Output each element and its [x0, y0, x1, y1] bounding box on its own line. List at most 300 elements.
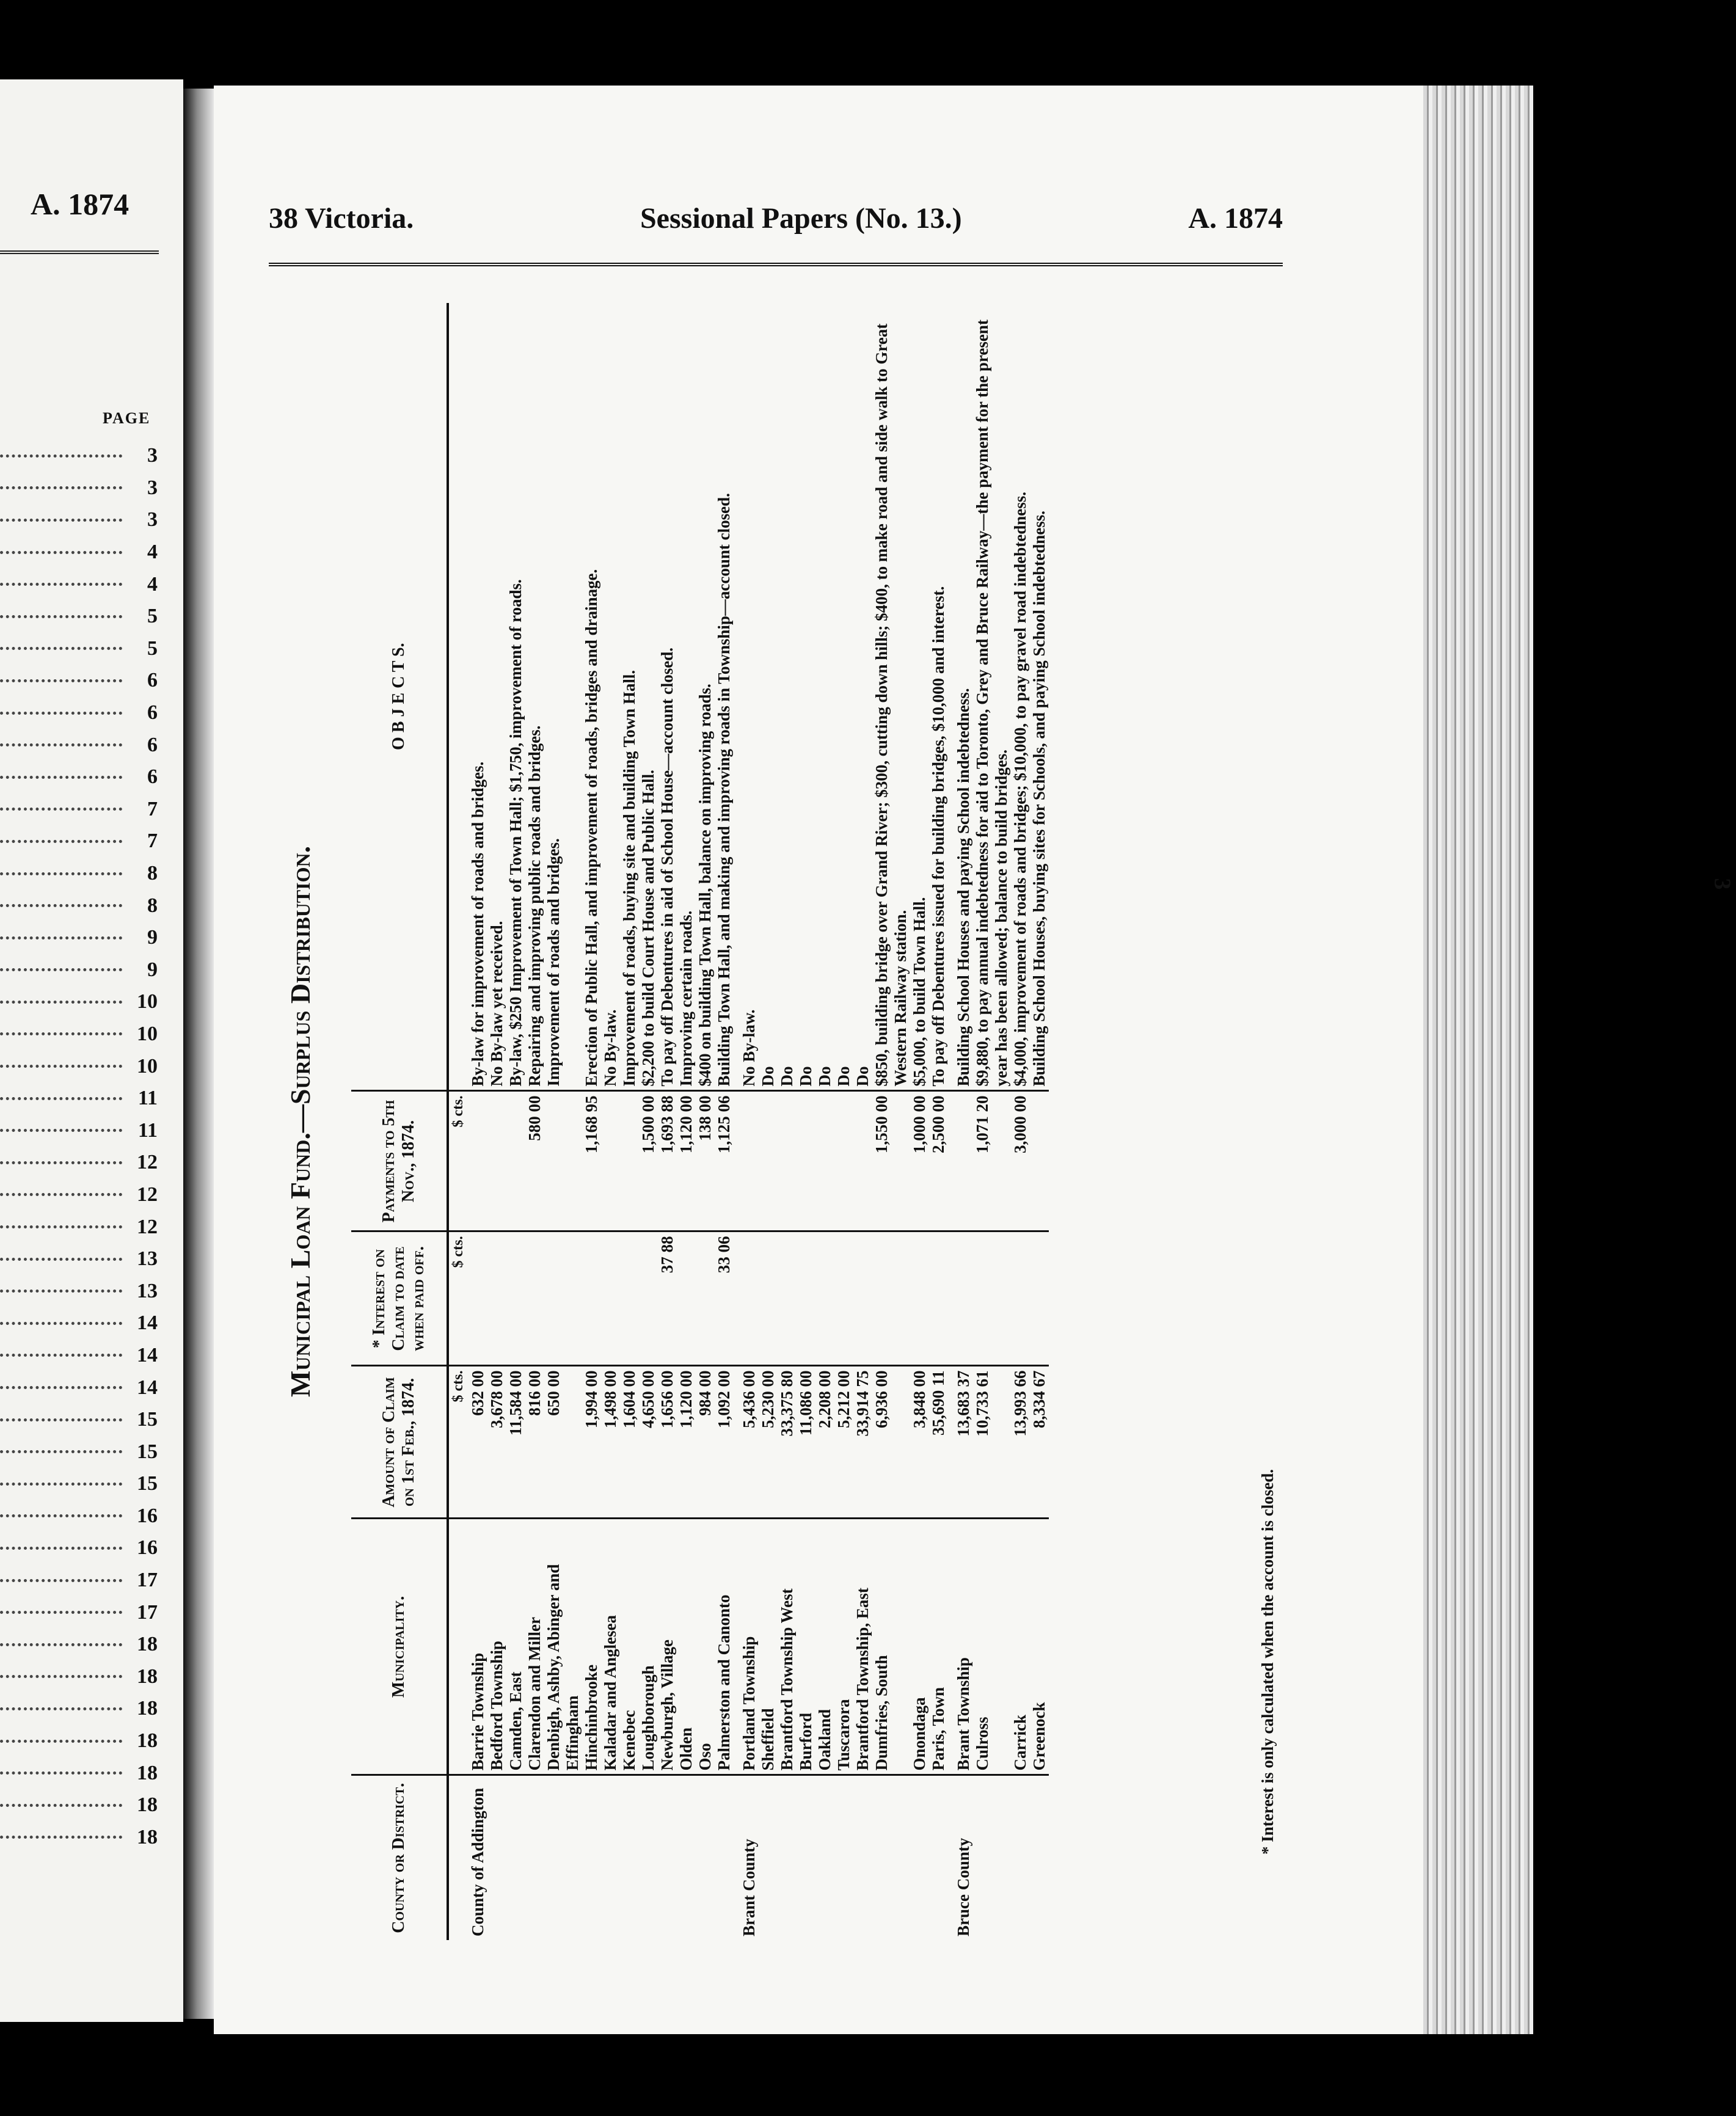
- county-cell: [544, 1775, 582, 1940]
- index-row: [0, 954, 158, 987]
- leader-dots: [0, 486, 122, 489]
- index-page-number: 8: [147, 894, 158, 917]
- municipality-cell: Barrie Township: [469, 1519, 487, 1775]
- separator-cell: [948, 1775, 954, 1940]
- amount-cell: 1,994 00: [582, 1366, 601, 1519]
- county-cell: [1011, 1775, 1030, 1940]
- index-page-number: 10: [137, 990, 158, 1013]
- amount-cell: 5,230 00: [759, 1366, 778, 1519]
- amount-cell: 1,656 00: [658, 1366, 677, 1519]
- payments-cell: 1,693 88: [658, 1091, 677, 1231]
- header-right: A. 1874: [1188, 202, 1283, 235]
- payments-cell: [778, 1091, 797, 1231]
- leader-dots: [0, 679, 122, 682]
- county-cell: [620, 1775, 639, 1940]
- amount-cell: 11,086 00: [797, 1366, 815, 1519]
- separator-cell: [734, 1091, 740, 1231]
- table-row: [469, 303, 487, 1940]
- amount-cell: 13,683 37: [954, 1366, 973, 1519]
- leader-dots: [0, 1193, 122, 1196]
- county-cell: [910, 1775, 929, 1940]
- county-cell: [872, 1775, 910, 1940]
- table-row: [797, 303, 815, 1940]
- index-row: [0, 472, 158, 505]
- leader-dots: [0, 1450, 122, 1453]
- leader-dots: [0, 808, 122, 811]
- municipality-cell: Newburgh, Village: [658, 1519, 677, 1775]
- municipality-cell: Loughborough: [639, 1519, 658, 1775]
- amount-cell: 2,208 00: [815, 1366, 834, 1519]
- interest-cell: [834, 1231, 853, 1366]
- objects-cell: Improvement of roads and bridges.: [544, 303, 582, 1091]
- separator-cell: [734, 1519, 740, 1775]
- payments-cell: 580 00: [525, 1091, 544, 1231]
- index-page-number: 9: [147, 926, 158, 949]
- index-row: [0, 1307, 158, 1340]
- municipality-cell: Greenock: [1030, 1519, 1049, 1775]
- index-row: [0, 440, 158, 472]
- rotated-table-block: [278, 303, 1292, 1940]
- table-row: [778, 303, 797, 1940]
- index-page-number: 18: [137, 1825, 158, 1848]
- index-page-number: 18: [137, 1665, 158, 1688]
- table-row: [815, 303, 834, 1940]
- index-page-number: 7: [147, 830, 158, 853]
- county-cell: [525, 1775, 544, 1940]
- header-rule: [269, 263, 1283, 266]
- leader-dots: [0, 743, 122, 746]
- index-page-number: 6: [147, 765, 158, 789]
- leader-dots: [0, 1097, 122, 1100]
- col-payments: Payments to 5th Nov., 1874.: [351, 1091, 448, 1231]
- interest-cell: [544, 1231, 582, 1366]
- payments-cell: 138 00: [696, 1091, 715, 1231]
- payments-cell: 1,071 20: [973, 1091, 1011, 1231]
- index-row: [0, 1211, 158, 1243]
- index-row: [0, 1404, 158, 1436]
- separator-cell: [734, 1775, 740, 1940]
- objects-cell: Building Town Hall, and making and improving roads in Township—account closed.: [715, 303, 734, 1091]
- separator-cell: [734, 1366, 740, 1519]
- county-cell: [639, 1775, 658, 1940]
- index-page-number: 18: [137, 1761, 158, 1784]
- amount-cell: 33,375 80: [778, 1366, 797, 1519]
- table-row: [954, 303, 973, 1940]
- group-separator: [734, 303, 740, 1940]
- index-page-number: 3: [147, 508, 158, 531]
- leader-dots: [0, 1836, 122, 1839]
- leader-dots: [0, 1258, 122, 1261]
- index-page-number: 4: [147, 541, 158, 564]
- interest-cell: 37 88: [658, 1231, 677, 1366]
- leader-dots: [0, 1225, 122, 1228]
- county-cell: [834, 1775, 853, 1940]
- amount-cell: 5,212 00: [834, 1366, 853, 1519]
- index-page-number: 11: [137, 1087, 158, 1110]
- payments-cell: [544, 1091, 582, 1231]
- index-row: [0, 1789, 158, 1822]
- interest-cell: [525, 1231, 544, 1366]
- index-row: [0, 1693, 158, 1725]
- index-row: [0, 1596, 158, 1629]
- county-cell: [797, 1775, 815, 1940]
- interest-cell: [469, 1231, 487, 1366]
- objects-cell: Do: [834, 303, 853, 1091]
- payments-cell: 1,500 00: [639, 1091, 658, 1231]
- interest-cell: [1030, 1231, 1049, 1366]
- amount-cell: 650 00: [544, 1366, 582, 1519]
- leader-dots: [0, 1579, 122, 1582]
- leader-dots: [0, 583, 122, 586]
- table-row: [506, 303, 525, 1940]
- col-municipality: Municipality.: [351, 1519, 448, 1775]
- index-row: [0, 1564, 158, 1597]
- payments-cell: [506, 1091, 525, 1231]
- index-page-number: 16: [137, 1536, 158, 1560]
- objects-cell: No By-law.: [740, 303, 759, 1091]
- payments-cell: 1,550 00: [872, 1091, 910, 1231]
- objects-cell: $4,000, improvement of roads and bridges; $10,000, to pay gravel road indebtedness.: [1011, 303, 1030, 1091]
- objects-cell: Do: [815, 303, 834, 1091]
- index-row: [0, 858, 158, 890]
- payments-cell: [834, 1091, 853, 1231]
- index-row: [0, 729, 158, 761]
- amount-cell: 35,690 11: [929, 1366, 948, 1519]
- separator-cell: [948, 1091, 954, 1231]
- loan-fund-table: [351, 303, 1049, 1940]
- leader-dots: [0, 551, 122, 554]
- leader-dots: [0, 1354, 122, 1357]
- leader-dots: [0, 1065, 122, 1068]
- municipality-cell: Onondaga: [910, 1519, 929, 1775]
- amount-cell: 1,604 00: [620, 1366, 639, 1519]
- index-page-number: 12: [137, 1151, 158, 1174]
- leader-dots: [0, 1161, 122, 1164]
- payments-cell: [954, 1091, 973, 1231]
- leader-dots: [0, 1290, 122, 1293]
- index-page-number: 3: [147, 444, 158, 467]
- left-page: [0, 79, 183, 2022]
- index-page-number: 14: [137, 1343, 158, 1366]
- unit-payments: $ cts.: [448, 1091, 469, 1231]
- county-cell: [506, 1775, 525, 1940]
- objects-cell: No By-law yet received.: [487, 303, 506, 1091]
- municipality-cell: Oso: [696, 1519, 715, 1775]
- table-row: [696, 303, 715, 1940]
- table-row: [658, 303, 677, 1940]
- municipality-cell: Hinchinbrooke: [582, 1519, 601, 1775]
- index-page-number: 14: [137, 1376, 158, 1399]
- leader-dots: [0, 968, 122, 971]
- leader-dots: [0, 1804, 122, 1807]
- payments-cell: 1,120 00: [677, 1091, 696, 1231]
- objects-cell: By-law for improvement of roads and bridges.: [469, 303, 487, 1091]
- table-row: [487, 303, 506, 1940]
- payments-cell: [759, 1091, 778, 1231]
- index-page-number: 4: [147, 572, 158, 596]
- objects-cell: Erection of Public Hall, and improvement of roads, bridges and drainage.: [582, 303, 601, 1091]
- table-row: [740, 303, 759, 1940]
- interest-cell: [815, 1231, 834, 1366]
- municipality-cell: Burford: [797, 1519, 815, 1775]
- index-row: [0, 1629, 158, 1661]
- objects-cell: Do: [797, 303, 815, 1091]
- leader-dots: [0, 1771, 122, 1775]
- payments-cell: [740, 1091, 759, 1231]
- municipality-cell: Brantford Township West: [778, 1519, 797, 1775]
- county-cell: Brant County: [740, 1839, 758, 1936]
- objects-cell: No By-law.: [601, 303, 620, 1091]
- index-page-number: 13: [137, 1247, 158, 1271]
- objects-cell: To pay off Debentures issued for building bridges, $10,000 and interest.: [929, 303, 948, 1091]
- interest-cell: [910, 1231, 929, 1366]
- left-page-label: PAGE: [103, 409, 151, 427]
- amount-cell: 6,936 00: [872, 1366, 910, 1519]
- index-page-number: 6: [147, 701, 158, 724]
- county-cell: [853, 1775, 872, 1940]
- amount-cell: 816 00: [525, 1366, 544, 1519]
- index-row: [0, 568, 158, 600]
- index-row: [0, 1468, 158, 1500]
- leader-dots: [0, 1032, 122, 1035]
- objects-cell: Improving certain roads.: [677, 303, 696, 1091]
- table-row: [910, 303, 929, 1940]
- table-row: [525, 303, 544, 1940]
- index-page-number: 17: [137, 1569, 158, 1592]
- index-page-number: 12: [137, 1215, 158, 1238]
- col-amount: Amount of Claim on 1st Feb., 1874.: [351, 1366, 448, 1519]
- table-row: [1011, 303, 1030, 1940]
- county-cell: [815, 1775, 834, 1940]
- objects-cell: $5,000, to build Town Hall.: [910, 303, 929, 1091]
- municipality-cell: Clarendon and Miller: [525, 1519, 544, 1775]
- col-objects: O B J E C T S.: [351, 303, 448, 1091]
- unit-amount: $ cts.: [448, 1366, 469, 1519]
- municipality-cell: Brant Township: [954, 1519, 973, 1775]
- county-cell: [715, 1775, 734, 1940]
- objects-cell: Improvement of roads, buying site and building Town Hall.: [620, 303, 639, 1091]
- county-cell: [778, 1775, 797, 1940]
- leader-dots: [0, 1707, 122, 1710]
- county-cell: [973, 1775, 1011, 1940]
- interest-cell: [487, 1231, 506, 1366]
- table-row: [639, 303, 658, 1940]
- index-row: [0, 1371, 158, 1404]
- interest-cell: [1011, 1231, 1030, 1366]
- index-row: [0, 1725, 158, 1757]
- leader-dots: [0, 904, 122, 907]
- leader-dots: [0, 1611, 122, 1614]
- amount-cell: 1,092 00: [715, 1366, 734, 1519]
- amount-cell: 1,498 00: [601, 1366, 620, 1519]
- index-row: [0, 697, 158, 729]
- index-page-number: 6: [147, 669, 158, 692]
- objects-cell: Do: [853, 303, 872, 1091]
- running-header: [269, 202, 1283, 235]
- objects-cell: Building School Houses and paying School indebtedness.: [954, 303, 973, 1091]
- table-row: [973, 303, 1011, 1940]
- amount-cell: 1,120 00: [677, 1366, 696, 1519]
- interest-cell: [506, 1231, 525, 1366]
- index-row: [0, 1340, 158, 1372]
- municipality-cell: Olden: [677, 1519, 696, 1775]
- index-page-number: 17: [137, 1600, 158, 1624]
- index-page-number: 18: [137, 1793, 158, 1817]
- county-cell: [759, 1775, 778, 1940]
- index-page-number: 15: [137, 1408, 158, 1431]
- amount-cell: 10,733 61: [973, 1366, 1011, 1519]
- index-page-number: 5: [147, 637, 158, 660]
- leader-dots: [0, 1001, 122, 1004]
- leader-dots: [0, 840, 122, 843]
- index-page-number: 3: [147, 476, 158, 499]
- table-row: [601, 303, 620, 1940]
- index-page-number: 18: [137, 1633, 158, 1656]
- table-row: [853, 303, 872, 1940]
- payments-cell: [853, 1091, 872, 1231]
- county-cell: [929, 1775, 948, 1940]
- separator-cell: [734, 1231, 740, 1366]
- county-cell: Bruce County: [954, 1837, 972, 1936]
- index-row: [0, 922, 158, 954]
- objects-cell: Building School Houses, buying sites for Schools, and paying School indebtedness.: [1030, 303, 1049, 1091]
- interest-cell: 33 06: [715, 1231, 734, 1366]
- county-cell: [696, 1775, 715, 1940]
- leader-dots: [0, 936, 122, 939]
- interest-cell: [759, 1231, 778, 1366]
- interest-cell: [601, 1231, 620, 1366]
- index-row: [0, 889, 158, 922]
- leader-dots: [0, 615, 122, 618]
- leader-dots: [0, 1322, 122, 1325]
- table-row: [759, 303, 778, 1940]
- interest-cell: [696, 1231, 715, 1366]
- municipality-cell: Kaladar and Anglesea: [601, 1519, 620, 1775]
- county-cell: County of Addington: [469, 1787, 487, 1936]
- separator-cell: [948, 1231, 954, 1366]
- book-page-edges: [1423, 86, 1533, 2034]
- left-page-header: A. 1874: [31, 187, 129, 221]
- leader-dots: [0, 1514, 122, 1517]
- index-row: [0, 1275, 158, 1307]
- municipality-cell: Sheffield: [759, 1519, 778, 1775]
- footnote: * Interest is only calculated when the account is closed.: [1258, 1469, 1277, 1855]
- payments-cell: [620, 1091, 639, 1231]
- municipality-cell: Camden, East: [506, 1519, 525, 1775]
- index-page-number: 15: [137, 1440, 158, 1463]
- leader-dots: [0, 1129, 122, 1132]
- index-row: [0, 504, 158, 536]
- municipality-cell: Tuscarora: [834, 1519, 853, 1775]
- leader-dots: [0, 1643, 122, 1646]
- municipality-cell: Culross: [973, 1519, 1011, 1775]
- leader-dots: [0, 1740, 122, 1743]
- index-row: [0, 1243, 158, 1275]
- table-row: [677, 303, 696, 1940]
- amount-cell: 8,334 67: [1030, 1366, 1049, 1519]
- index-row: [0, 761, 158, 794]
- index-page-number: 14: [137, 1312, 158, 1335]
- payments-cell: [797, 1091, 815, 1231]
- index-row: [0, 1757, 158, 1789]
- left-page-index-list: [0, 440, 158, 1853]
- table-row: [1030, 303, 1049, 1940]
- index-row: [0, 794, 158, 826]
- separator-cell: [948, 1366, 954, 1519]
- leader-dots: [0, 454, 122, 458]
- left-page-rule: [0, 250, 159, 254]
- right-page: [214, 86, 1735, 2034]
- leader-dots: [0, 519, 122, 522]
- municipality-cell: Paris, Town: [929, 1519, 948, 1775]
- payments-cell: [469, 1091, 487, 1231]
- amount-cell: 11,584 00: [506, 1366, 525, 1519]
- amount-cell: 5,436 00: [740, 1366, 759, 1519]
- county-cell: [677, 1775, 696, 1940]
- leader-dots: [0, 776, 122, 779]
- index-row: [0, 1500, 158, 1533]
- amount-cell: 3,678 00: [487, 1366, 506, 1519]
- separator-cell: [948, 1519, 954, 1775]
- index-row: [0, 1661, 158, 1693]
- table-row: [582, 303, 601, 1940]
- municipality-cell: Portland Township: [740, 1519, 759, 1775]
- leader-dots: [0, 872, 122, 875]
- leader-dots: [0, 1547, 122, 1550]
- table-row: [715, 303, 734, 1940]
- payments-cell: [1030, 1091, 1049, 1231]
- table-row: [872, 303, 910, 1940]
- payments-cell: 3,000 00: [1011, 1091, 1030, 1231]
- leader-dots: [0, 1418, 122, 1421]
- index-page-number: 5: [147, 605, 158, 628]
- objects-cell: $2,200 to build Court House and Public Hall.: [639, 303, 658, 1091]
- interest-cell: [973, 1231, 1011, 1366]
- index-row: [0, 1822, 158, 1854]
- table-row: [620, 303, 639, 1940]
- interest-cell: [929, 1231, 948, 1366]
- amount-cell: 3,848 00: [910, 1366, 929, 1519]
- index-page-number: 13: [137, 1279, 158, 1302]
- municipality-cell: Oakland: [815, 1519, 834, 1775]
- separator-cell: [734, 303, 740, 1091]
- interest-cell: [778, 1231, 797, 1366]
- municipality-cell: Brantford Township, East: [853, 1519, 872, 1775]
- municipality-cell: Denbigh, Ashby, Abinger and Effingham: [544, 1519, 582, 1775]
- county-cell: [1030, 1775, 1049, 1940]
- leader-dots: [0, 1675, 122, 1678]
- county-cell: [601, 1775, 620, 1940]
- leader-dots: [0, 1386, 122, 1389]
- col-county: County or District.: [351, 1775, 448, 1940]
- index-row: [0, 1018, 158, 1051]
- index-page-number: 8: [147, 862, 158, 885]
- interest-cell: [582, 1231, 601, 1366]
- index-page-number: 11: [137, 1118, 158, 1142]
- objects-cell: By-law, $250 Improvement of Town Hall; $1,750, improvement of roads.: [506, 303, 525, 1091]
- interest-cell: [853, 1231, 872, 1366]
- page-number: 3: [1709, 878, 1735, 890]
- index-row: [0, 1532, 158, 1564]
- index-row: [0, 1436, 158, 1468]
- payments-cell: [487, 1091, 506, 1231]
- group-separator: [948, 303, 954, 1940]
- table-row: [834, 303, 853, 1940]
- index-row: [0, 633, 158, 665]
- objects-cell: $400 on building Town Hall, balance on improving roads.: [696, 303, 715, 1091]
- objects-cell: Do: [759, 303, 778, 1091]
- header-center: Sessional Papers (No. 13.): [640, 202, 962, 235]
